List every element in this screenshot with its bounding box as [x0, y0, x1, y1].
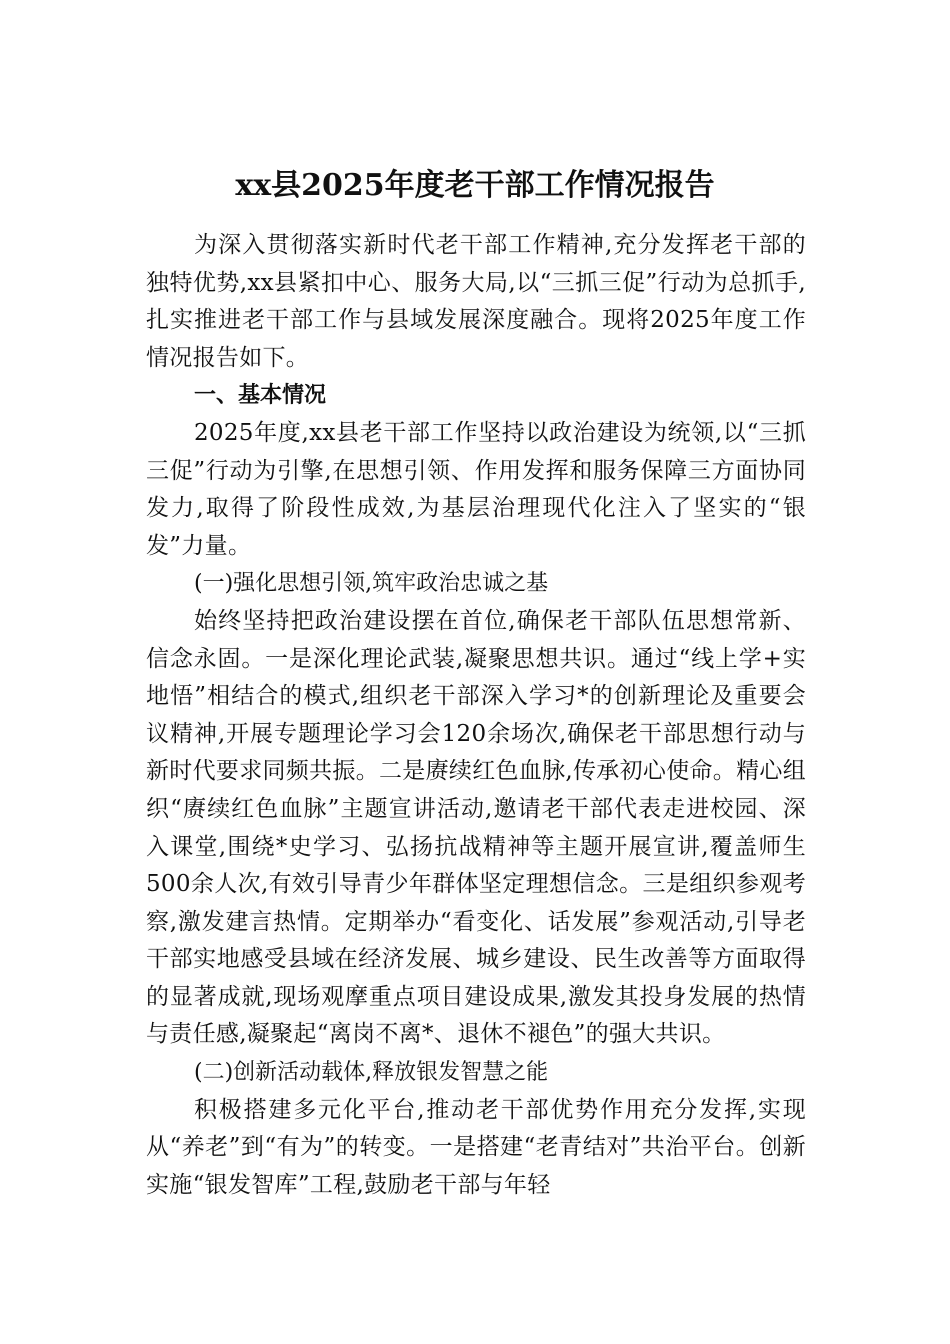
- subsection-heading-innovative-activities: (二)创新活动载体,释放银发智慧之能: [194, 1060, 549, 1086]
- subsection-paragraph-innovative-activities: 积极搭建多元化平台,推动老干部优势作用充分发挥,实现从“养老”到“有为”的转变。一是搭建“老青结对”共治平台。创新实施“银发智库”工程,鼓励老干部与年轻: [146, 1096, 806, 1198]
- document-title: xx县2025年度老干部工作情况报告: [235, 168, 715, 203]
- intro-paragraph: 为深入贯彻落实新时代老干部工作精神,充分发挥老干部的独特优势,xx县紧扣中心、服务大局,以“三抓三促”行动为总抓手,扎实推进老干部工作与县域发展深度融合。现将2025年度工作情况报告如下。: [146, 232, 806, 371]
- section-heading-basic-situation: 一、基本情况: [194, 383, 327, 409]
- section-paragraph-basic-situation: 2025年度,xx县老干部工作坚持以政治建设为统领,以“三抓三促”行动为引擎,在思想引领、作用发挥和服务保障三方面协同发力,取得了阶段性成效,为基层治理现代化注入了坚实的“银发”力量。: [146, 419, 806, 559]
- document-body: [146, 227, 806, 1204]
- subsection-paragraph-ideological-guidance: 始终坚持把政治建设摆在首位,确保老干部队伍思想常新、信念永固。一是深化理论武装,凝聚思想共识。通过“线上学+实地悟”相结合的模式,组织老干部深入学习*的创新理论及重要会议精神,开展专题理论学习会120余场次,确保老干部思想行动与新时代要求同频共振。二是赓续红色血脉,传承初心使命。精心组织“赓续红色血脉”主题宣讲活动,邀请老干部代表走进校园、深入课堂,围绕*史学习、弘扬抗战精神等主题开展宣讲,覆盖师生500余人次,有效引导青少年群体坚定理想信念。三是组织参观考察,激发建言热情。定期举办“看变化、话发展”参观活动,引导老干部实地感受县域在经济发展、城乡建设、民生改善等方面取得的显著成就,现场观摩重点项目建设成果,激发其投身发展的热情与责任感,凝聚起“离岗不离*、退休不褪色”的强大共识。: [146, 607, 807, 1048]
- subsection-heading-ideological-guidance: (一)强化思想引领,筑牢政治忠诚之基: [194, 571, 549, 597]
